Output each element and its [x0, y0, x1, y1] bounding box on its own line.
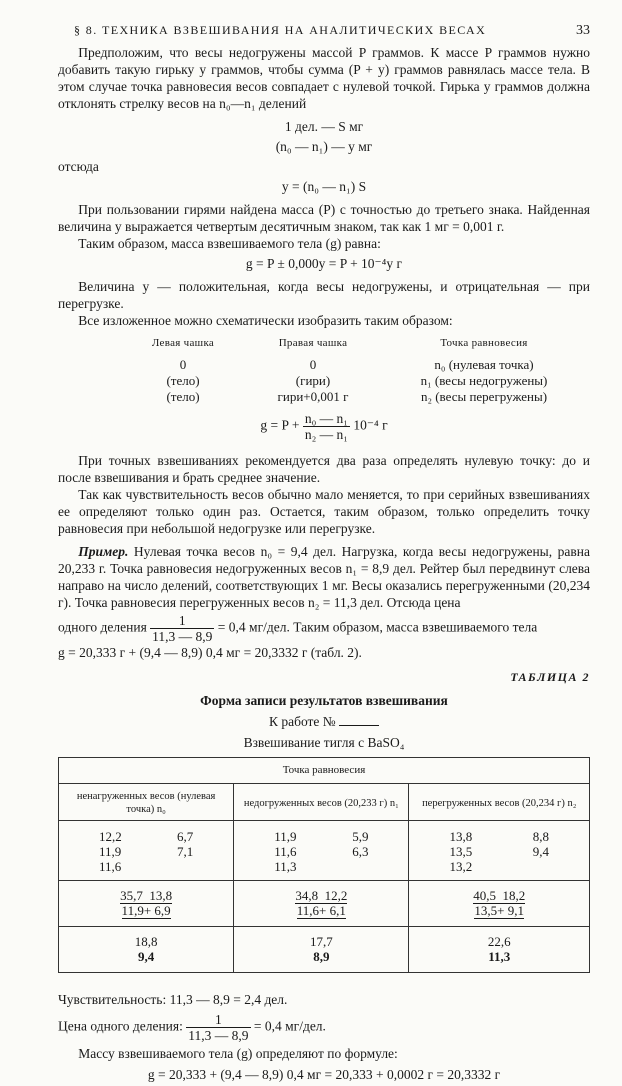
- section-title: § 8. ТЕХНИКА ВЗВЕШИВАНИЯ НА АНАЛИТИЧЕСКИХ ВЕСАХ: [74, 23, 487, 37]
- price-label: Цена одного деления:: [58, 1018, 183, 1034]
- equation-4: g = P ± 0,000y = P + 10⁻⁴y г: [245, 256, 403, 271]
- formula-fraction: [303, 411, 350, 442]
- table-number: ТАБЛИЦА 2: [510, 670, 590, 684]
- page: [58, 22, 590, 1086]
- scheme-cell: n₂ (весы перегружены): [420, 389, 548, 404]
- work-number-blank: [339, 713, 379, 726]
- scheme-header-point: Точка равновесия: [440, 337, 528, 349]
- reading: 7,1: [176, 844, 194, 859]
- sums-n2: [409, 881, 590, 927]
- example-frac-num: 1: [150, 613, 214, 629]
- scheme-cell: 0: [179, 357, 187, 372]
- paragraph-scheme-intro: Все изложенное можно схематически изобразить таким образом:: [78, 313, 453, 328]
- sum-top: 34,8 12,2: [295, 888, 348, 903]
- equation-1: 1 дел. — S мг: [284, 119, 364, 134]
- table-top-header: Точка равновесия: [59, 758, 590, 784]
- result: 11,3: [488, 949, 511, 964]
- price-den: 11,3 — 8,9: [188, 1028, 249, 1043]
- results-table: [58, 757, 590, 973]
- readings-n2: [409, 821, 590, 881]
- formula-numerator: n₀ — n₁: [304, 411, 349, 426]
- text-otkuda: отсюда: [58, 159, 99, 174]
- sum-top: 35,7 13,8: [120, 888, 173, 903]
- footer-final-formula: g = 20,333 + (9,4 — 8,9) 0,4 мг = 20,333 + 0,0002 г = 20,3332 г: [147, 1067, 501, 1082]
- average: 17,7: [309, 934, 333, 949]
- average: 18,8: [134, 934, 158, 949]
- price-value: = 0,4 мг/дел.: [253, 1018, 326, 1034]
- running-header: [74, 22, 590, 44]
- example-text-1: Нулевая точка весов n₀ = 9,4 дел. Нагрузка, когда весы недогружены, равна 20,233 г. Точка равновесия недогруженных весов n₁ = 8,9 дел. Рейтер был передвинут слева направо на число делений, соответствующих 1 мг. Весы оказались перегруженными (20,234 г). Точка равновесия перегруженных весов n₂ = 11,3 дел. Отсюда цена: [58, 544, 590, 610]
- table-subtitle: Взвешивание тигля с BaSO₄: [243, 735, 405, 750]
- reading: 6,3: [352, 844, 369, 859]
- average: 22,6: [487, 934, 511, 949]
- result-n0: [59, 927, 234, 973]
- reading: 6,7: [176, 829, 194, 844]
- reading: 11,9: [274, 829, 297, 844]
- footer-mass-text: Массу взвешиваемого тела (g) определяют по формуле:: [78, 1046, 398, 1061]
- result: 8,9: [313, 949, 330, 964]
- reading: 11,9: [99, 844, 122, 859]
- scheme-cell: (тело): [166, 389, 200, 404]
- paragraph-mass: Таким образом, масса взвешиваемого тела (g) равна:: [78, 236, 381, 251]
- example-fraction: [150, 613, 214, 644]
- table-work: [58, 713, 590, 730]
- result-n2: [409, 927, 590, 973]
- example-text-3: g = 20,333 г + (9,4 — 8,9) 0,4 мг = 20,3332 г (табл. 2).: [58, 645, 362, 660]
- sum-top: 40,5 18,2: [473, 888, 526, 903]
- paragraph-sign: Величина y — положительная, когда весы недогружены, и отрицательная — при перегрузке.: [58, 279, 590, 311]
- reading: 5,9: [352, 829, 369, 844]
- paragraph-sensitivity: Так как чувствительность весов обычно мало меняется, то при серийных взвешиваниях ее определяют только один раз. Остается, таким образом, только определить точку равновесия при небольшой недогрузке или перегрузке.: [58, 487, 590, 536]
- balance-scheme: [118, 335, 590, 405]
- sums-n0: [59, 881, 234, 927]
- example-paragraph: [58, 543, 590, 611]
- price-fraction: [186, 1012, 250, 1043]
- formula-denominator: n₂ — n₁: [304, 427, 349, 442]
- scheme-header-right: Правая чашка: [278, 337, 348, 349]
- footer-price: [58, 1012, 590, 1043]
- example-text-2b: = 0,4 мг/дел. Таким образом, масса взвешиваемого тела: [217, 619, 538, 635]
- sum-bottom: 11,6+ 6,1: [296, 903, 346, 918]
- paragraph-precision: При пользовании гирями найдена масса (P) с точностью до третьего знака. Найденная величина y выражается четвертым десятичным знаком, так как 1 мг = 0,001 г.: [58, 202, 590, 234]
- paragraph-zero-point: При точных взвешиваниях рекомендуется два раза определять нулевую точку: до и после взвешивания и брать среднее значение.: [58, 453, 590, 485]
- reading: 11,6: [99, 859, 122, 874]
- reading: 12,2: [99, 829, 122, 844]
- equation-3: y = (n₀ — n₁) S: [281, 179, 367, 194]
- page-number: 33: [576, 23, 590, 38]
- table-title: Форма записи результатов взвешивания: [200, 693, 448, 708]
- scheme-cell: (тело): [166, 373, 200, 388]
- sum-bottom: 13,5+ 9,1: [474, 903, 525, 918]
- formula-left: g = P +: [260, 417, 300, 433]
- readings-n0: [59, 821, 234, 881]
- column-header-n2: перегруженных весов (20,234 г) n₂: [409, 784, 590, 821]
- example-frac-den: 11,3 — 8,9: [152, 629, 213, 644]
- result-n1: [234, 927, 409, 973]
- column-header-n0: ненагруженных весов (нулевая точка) n₀: [59, 784, 234, 821]
- scheme-cell: гири+0,001 г: [277, 389, 349, 404]
- reading: 13,2: [449, 859, 473, 874]
- scheme-cell: (гири): [295, 373, 331, 388]
- footer-sensitivity: Чувствительность: 11,3 — 8,9 = 2,4 дел.: [58, 992, 288, 1007]
- work-label: К работе №: [268, 714, 336, 729]
- sum-bottom: 11,9+ 6,9: [121, 903, 171, 918]
- example-text-2a: одного деления: [58, 619, 147, 635]
- reading: 11,3: [274, 859, 297, 874]
- example-label: Пример.: [78, 544, 129, 559]
- scheme-cell: n₀ (нулевая точка): [434, 357, 534, 372]
- scheme-cell: 0: [309, 357, 317, 372]
- result: 9,4: [137, 949, 155, 964]
- reading: 8,8: [532, 829, 549, 844]
- paragraph-intro: Предположим, что весы недогружены массой P граммов. К массе P граммов нужно добавить такую гирьку y граммов, чтобы сумма (P + y) граммов равнялась массе тела. В этом случае точка равновесия весов совпадает с нулевой точкой. Гирька y граммов должна отклонять стрелку весов на n₀—n₁ делений: [58, 45, 590, 111]
- reading: 9,4: [532, 844, 549, 859]
- reading: 11,6: [274, 844, 297, 859]
- formula-right: 10⁻⁴ г: [353, 417, 388, 433]
- price-num: 1: [186, 1012, 250, 1028]
- scheme-cell: n₁ (весы недогружены): [420, 373, 548, 388]
- example-line-2: [58, 613, 590, 644]
- reading: 13,8: [449, 829, 473, 844]
- scheme-header-left: Левая чашка: [151, 337, 215, 349]
- reading: 13,5: [449, 844, 473, 859]
- equation-2: (n₀ — n₁) — y мг: [275, 139, 373, 154]
- readings-n1: [234, 821, 409, 881]
- scheme-formula: [58, 411, 590, 442]
- column-header-n1: недогруженных весов (20,233 г) n₁: [234, 784, 409, 821]
- sums-n1: [234, 881, 409, 927]
